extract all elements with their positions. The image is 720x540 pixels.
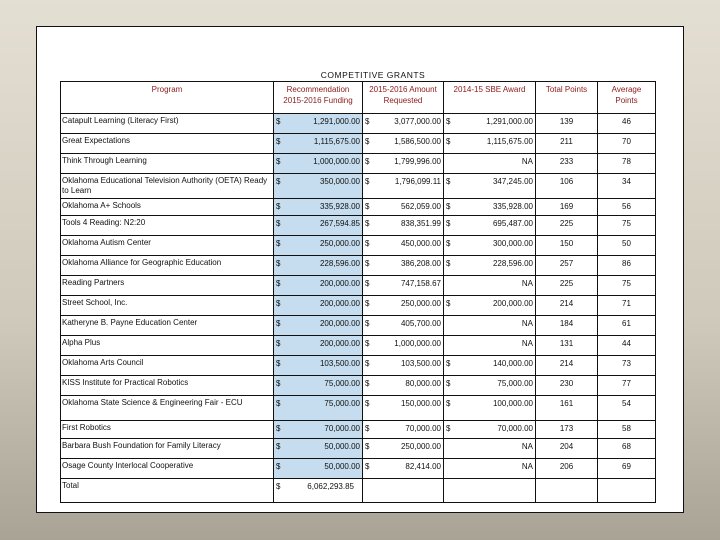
- total-points: 173: [536, 421, 598, 439]
- recommendation-cell: [274, 174, 363, 199]
- currency-symbol: $: [276, 359, 281, 368]
- program-name: KISS Institute for Practical Robotics: [61, 376, 274, 396]
- total-points: 184: [536, 316, 598, 336]
- recommendation-cell: [274, 396, 363, 421]
- currency-symbol: $: [365, 359, 370, 368]
- requested-cell: [363, 376, 444, 396]
- currency-symbol: $: [276, 462, 281, 471]
- currency-symbol: $: [446, 379, 451, 388]
- currency-symbol: $: [365, 339, 370, 348]
- total-points: 214: [536, 296, 598, 316]
- recommendation-value: 1,000,000.00: [313, 157, 360, 166]
- recommendation-cell: [274, 114, 363, 134]
- currency-symbol: $: [276, 482, 281, 491]
- program-name: Alpha Plus: [61, 336, 274, 356]
- total-label: Total: [61, 479, 274, 503]
- currency-symbol: $: [276, 177, 281, 186]
- recommendation-value: 200,000.00: [319, 339, 360, 348]
- recommendation-cell: [274, 154, 363, 174]
- average-points: 73: [598, 356, 656, 376]
- currency-symbol: $: [276, 137, 281, 146]
- currency-symbol: $: [365, 319, 370, 328]
- requested-cell: [363, 216, 444, 236]
- currency-symbol: $: [365, 279, 370, 288]
- currency-symbol: $: [365, 117, 370, 126]
- currency-symbol: $: [446, 137, 451, 146]
- table-row: [61, 114, 656, 134]
- currency-symbol: $: [276, 319, 281, 328]
- total-points: 233: [536, 154, 598, 174]
- recommendation-cell: [274, 316, 363, 336]
- table-row: [61, 421, 656, 439]
- currency-symbol: $: [446, 359, 451, 368]
- requested-value: 838,351.99: [400, 219, 441, 228]
- currency-symbol: $: [276, 379, 281, 388]
- average-points: 75: [598, 276, 656, 296]
- requested-value: 747,158.67: [400, 279, 441, 288]
- average-points: 56: [598, 199, 656, 216]
- award-cell: NA: [444, 439, 536, 459]
- currency-symbol: $: [276, 424, 281, 433]
- requested-value: 250,000.00: [400, 442, 441, 451]
- award-cell: NA: [444, 336, 536, 356]
- table-row: [61, 199, 656, 216]
- header-row: [61, 82, 656, 114]
- average-points: 86: [598, 256, 656, 276]
- award-value: 347,245.00: [492, 177, 533, 186]
- average-points: 44: [598, 336, 656, 356]
- total-points: 206: [536, 459, 598, 479]
- total-points: 150: [536, 236, 598, 256]
- program-name: Oklahoma Alliance for Geographic Education: [61, 256, 274, 276]
- requested-value: 250,000.00: [400, 299, 441, 308]
- program-name: Reading Partners: [61, 276, 274, 296]
- requested-value: 562,059.00: [400, 202, 441, 211]
- currency-symbol: $: [276, 157, 281, 166]
- program-name: Oklahoma State Science & Engineering Fair - ECU: [61, 396, 274, 421]
- award-value: 335,928.00: [492, 202, 533, 211]
- recommendation-value: 103,500.00: [319, 359, 360, 368]
- currency-symbol: $: [276, 299, 281, 308]
- table-row: [61, 439, 656, 459]
- average-points: 71: [598, 296, 656, 316]
- requested-cell: [363, 439, 444, 459]
- table-row: [61, 134, 656, 154]
- requested-cell: [363, 396, 444, 421]
- table-row: [61, 459, 656, 479]
- recommendation-value: 1,115,675.00: [313, 137, 360, 146]
- recommendation-cell: [274, 336, 363, 356]
- table-row: [61, 216, 656, 236]
- header-requested: 2015-2016 Amount Requested: [363, 82, 444, 114]
- total-points: 139: [536, 114, 598, 134]
- table-row: [61, 296, 656, 316]
- table-row: [61, 276, 656, 296]
- requested-value: 1,000,000.00: [394, 339, 441, 348]
- average-points: 75: [598, 216, 656, 236]
- requested-value: 405,700.00: [400, 319, 441, 328]
- recommendation-value: 75,000.00: [324, 379, 360, 388]
- empty-cell: [598, 479, 656, 503]
- requested-cell: [363, 134, 444, 154]
- header-recommendation: Recommendation 2015-2016 Funding: [274, 82, 363, 114]
- total-points: 257: [536, 256, 598, 276]
- empty-cell: [363, 479, 444, 503]
- requested-cell: [363, 154, 444, 174]
- currency-symbol: $: [446, 117, 451, 126]
- average-points: 77: [598, 376, 656, 396]
- recommendation-value: 75,000.00: [324, 399, 360, 408]
- recommendation-cell: [274, 439, 363, 459]
- table-row: [61, 174, 656, 199]
- currency-symbol: $: [365, 157, 370, 166]
- recommendation-value: 335,928.00: [319, 202, 360, 211]
- award-value: 100,000.00: [492, 399, 533, 408]
- average-points: 78: [598, 154, 656, 174]
- program-name: Oklahoma A+ Schools: [61, 199, 274, 216]
- recommendation-cell: [274, 236, 363, 256]
- currency-symbol: $: [365, 462, 370, 471]
- requested-value: 3,077,000.00: [394, 117, 441, 126]
- total-cell: [274, 479, 363, 503]
- requested-cell: [363, 296, 444, 316]
- recommendation-cell: [274, 296, 363, 316]
- currency-symbol: $: [446, 202, 451, 211]
- award-cell: [444, 396, 536, 421]
- requested-cell: [363, 459, 444, 479]
- header-average-points: Average Points: [598, 82, 656, 114]
- recommendation-value: 200,000.00: [319, 279, 360, 288]
- program-name: Katheryne B. Payne Education Center: [61, 316, 274, 336]
- total-points: 204: [536, 439, 598, 459]
- recommendation-value: 200,000.00: [319, 319, 360, 328]
- award-cell: [444, 216, 536, 236]
- currency-symbol: $: [365, 202, 370, 211]
- total-points: 225: [536, 216, 598, 236]
- currency-symbol: $: [276, 399, 281, 408]
- award-value: 1,291,000.00: [486, 117, 533, 126]
- average-points: 61: [598, 316, 656, 336]
- average-points: 50: [598, 236, 656, 256]
- currency-symbol: $: [276, 339, 281, 348]
- total-points: 230: [536, 376, 598, 396]
- average-points: 34: [598, 174, 656, 199]
- total-points: 211: [536, 134, 598, 154]
- program-name: Street School, Inc.: [61, 296, 274, 316]
- program-name: Oklahoma Educational Television Authority (OETA) Ready to Learn: [61, 174, 274, 199]
- empty-cell: [536, 479, 598, 503]
- table-row: [61, 376, 656, 396]
- empty-cell: [444, 479, 536, 503]
- requested-cell: [363, 421, 444, 439]
- award-value: 70,000.00: [497, 424, 533, 433]
- total-points: 131: [536, 336, 598, 356]
- program-name: Think Through Learning: [61, 154, 274, 174]
- total-points: 214: [536, 356, 598, 376]
- total-value: 6,062,293.85: [307, 482, 354, 491]
- currency-symbol: $: [365, 299, 370, 308]
- average-points: 70: [598, 134, 656, 154]
- requested-value: 70,000.00: [405, 424, 441, 433]
- award-cell: [444, 236, 536, 256]
- recommendation-cell: [274, 376, 363, 396]
- header-program: Program: [61, 82, 274, 114]
- average-points: 58: [598, 421, 656, 439]
- currency-symbol: $: [365, 259, 370, 268]
- header-award: 2014-15 SBE Award: [444, 82, 536, 114]
- award-cell: [444, 199, 536, 216]
- program-name: Oklahoma Autism Center: [61, 236, 274, 256]
- currency-symbol: $: [276, 202, 281, 211]
- table-row: [61, 316, 656, 336]
- award-value: 200,000.00: [492, 299, 533, 308]
- currency-symbol: $: [446, 299, 451, 308]
- program-name: Oklahoma Arts Council: [61, 356, 274, 376]
- grants-table: [60, 81, 656, 503]
- total-points: 169: [536, 199, 598, 216]
- recommendation-cell: [274, 276, 363, 296]
- award-value: 75,000.00: [497, 379, 533, 388]
- requested-cell: [363, 276, 444, 296]
- table-row: [61, 154, 656, 174]
- requested-value: 450,000.00: [400, 239, 441, 248]
- table-row: [61, 256, 656, 276]
- award-cell: [444, 356, 536, 376]
- currency-symbol: $: [446, 219, 451, 228]
- currency-symbol: $: [446, 399, 451, 408]
- requested-value: 386,208.00: [400, 259, 441, 268]
- currency-symbol: $: [365, 424, 370, 433]
- currency-symbol: $: [446, 177, 451, 186]
- recommendation-value: 228,596.00: [319, 259, 360, 268]
- total-points: 161: [536, 396, 598, 421]
- header-total-points: Total Points: [536, 82, 598, 114]
- currency-symbol: $: [446, 259, 451, 268]
- table-row: [61, 236, 656, 256]
- recommendation-value: 1,291,000.00: [313, 117, 360, 126]
- program-name: Catapult Learning (Literacy First): [61, 114, 274, 134]
- currency-symbol: $: [365, 399, 370, 408]
- currency-symbol: $: [365, 239, 370, 248]
- award-cell: NA: [444, 316, 536, 336]
- average-points: 46: [598, 114, 656, 134]
- program-name: Great Expectations: [61, 134, 274, 154]
- requested-value: 1,799,996.00: [394, 157, 441, 166]
- requested-cell: [363, 336, 444, 356]
- recommendation-cell: [274, 459, 363, 479]
- program-name: First Robotics: [61, 421, 274, 439]
- total-points: 225: [536, 276, 598, 296]
- currency-symbol: $: [446, 239, 451, 248]
- award-value: 140,000.00: [492, 359, 533, 368]
- currency-symbol: $: [446, 424, 451, 433]
- currency-symbol: $: [365, 219, 370, 228]
- requested-value: 1,586,500.00: [394, 137, 441, 146]
- award-cell: NA: [444, 459, 536, 479]
- currency-symbol: $: [276, 442, 281, 451]
- award-value: 300,000.00: [492, 239, 533, 248]
- currency-symbol: $: [276, 219, 281, 228]
- currency-symbol: $: [276, 259, 281, 268]
- award-cell: [444, 114, 536, 134]
- currency-symbol: $: [365, 137, 370, 146]
- recommendation-cell: [274, 216, 363, 236]
- award-cell: [444, 296, 536, 316]
- requested-cell: [363, 256, 444, 276]
- requested-value: 103,500.00: [400, 359, 441, 368]
- currency-symbol: $: [365, 442, 370, 451]
- requested-cell: [363, 199, 444, 216]
- currency-symbol: $: [365, 379, 370, 388]
- award-cell: NA: [444, 154, 536, 174]
- table-row: [61, 336, 656, 356]
- currency-symbol: $: [276, 117, 281, 126]
- table-row: [61, 396, 656, 421]
- award-cell: [444, 376, 536, 396]
- requested-cell: [363, 174, 444, 199]
- recommendation-value: 50,000.00: [324, 462, 360, 471]
- average-points: 68: [598, 439, 656, 459]
- program-name: Tools 4 Reading: N2:20: [61, 216, 274, 236]
- requested-cell: [363, 114, 444, 134]
- award-cell: [444, 134, 536, 154]
- requested-value: 80,000.00: [405, 379, 441, 388]
- recommendation-value: 200,000.00: [319, 299, 360, 308]
- recommendation-cell: [274, 256, 363, 276]
- total-row: [61, 479, 656, 503]
- currency-symbol: $: [365, 177, 370, 186]
- award-cell: [444, 174, 536, 199]
- table-row: [61, 356, 656, 376]
- award-cell: [444, 256, 536, 276]
- requested-value: 150,000.00: [400, 399, 441, 408]
- recommendation-value: 70,000.00: [324, 424, 360, 433]
- program-name: Osage County Interlocal Cooperative: [61, 459, 274, 479]
- requested-cell: [363, 236, 444, 256]
- award-cell: [444, 421, 536, 439]
- award-cell: NA: [444, 276, 536, 296]
- table-title: COMPETITIVE GRANTS: [320, 70, 426, 80]
- recommendation-cell: [274, 356, 363, 376]
- award-value: 1,115,675.00: [486, 137, 533, 146]
- currency-symbol: $: [276, 239, 281, 248]
- total-points: 106: [536, 174, 598, 199]
- recommendation-value: 250,000.00: [319, 239, 360, 248]
- currency-symbol: $: [276, 279, 281, 288]
- recommendation-value: 50,000.00: [324, 442, 360, 451]
- requested-cell: [363, 356, 444, 376]
- requested-cell: [363, 316, 444, 336]
- program-name: Barbara Bush Foundation for Family Literacy: [61, 439, 274, 459]
- award-value: 228,596.00: [492, 259, 533, 268]
- recommendation-cell: [274, 421, 363, 439]
- requested-value: 1,796,099.11: [394, 177, 441, 186]
- recommendation-value: 267,594.85: [319, 219, 360, 228]
- award-value: 695,487.00: [492, 219, 533, 228]
- average-points: 54: [598, 396, 656, 421]
- recommendation-value: 350,000.00: [319, 177, 360, 186]
- average-points: 69: [598, 459, 656, 479]
- recommendation-cell: [274, 199, 363, 216]
- recommendation-cell: [274, 134, 363, 154]
- requested-value: 82,414.00: [405, 462, 441, 471]
